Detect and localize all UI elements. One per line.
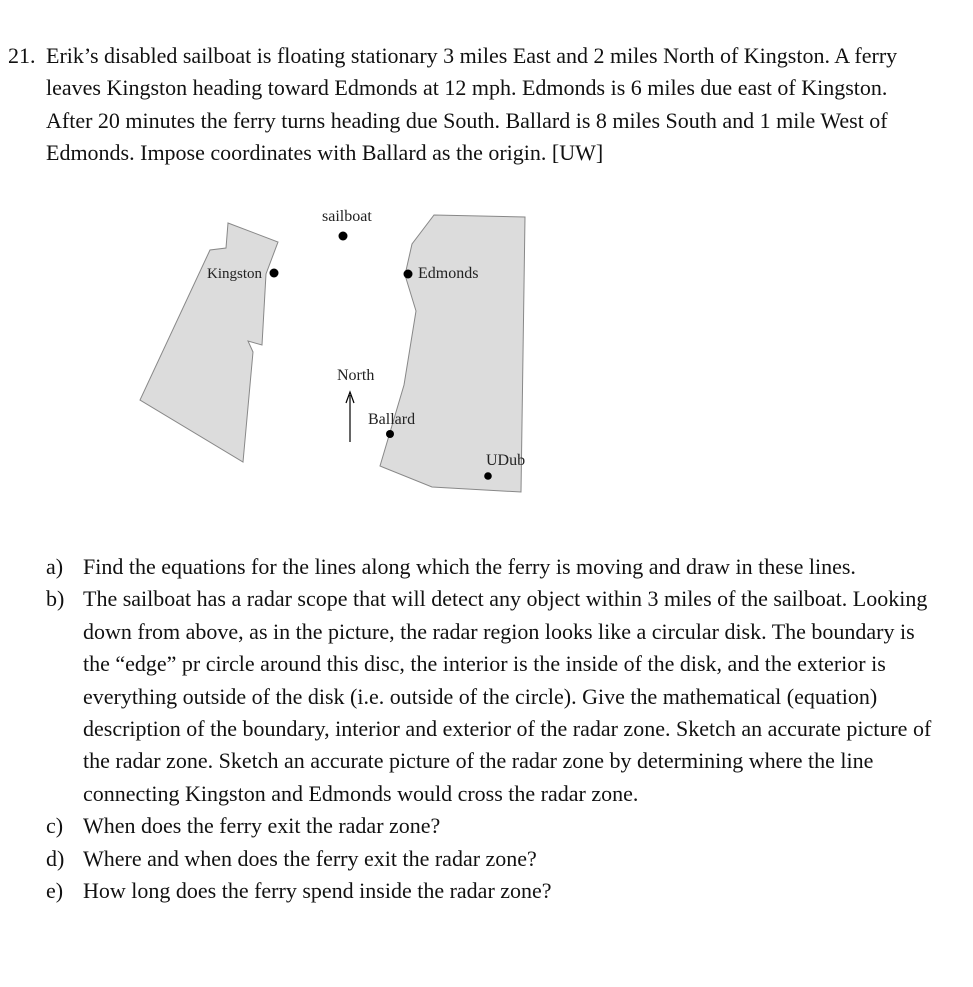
part-d bbox=[46, 843, 946, 875]
ballard-label: Ballard bbox=[368, 411, 416, 428]
part-label: e) bbox=[46, 878, 64, 904]
part-text: Find the equations for the lines along which the ferry is moving and draw in these lines. bbox=[83, 554, 856, 579]
part-c bbox=[46, 810, 946, 842]
edmonds-dot bbox=[404, 270, 413, 279]
part-e bbox=[46, 875, 946, 907]
udub-label: UDub bbox=[486, 452, 526, 469]
east-landmass bbox=[380, 215, 525, 492]
part-label: d) bbox=[46, 845, 65, 871]
udub-dot bbox=[484, 472, 492, 480]
part-b bbox=[46, 583, 946, 810]
part-label: b) bbox=[46, 586, 65, 612]
part-label: a) bbox=[46, 554, 64, 579]
question-parts bbox=[46, 551, 946, 907]
north-label: North bbox=[337, 367, 375, 384]
sailboat-dot bbox=[339, 232, 348, 241]
problem-text: Erik’s disabled sailboat is floating stationary 3 miles East and 2 miles North of Kingston. A ferry leaves Kingston heading toward Edmonds at 12 mph. Edmonds is 6 miles due east of Kingston. After 20 minutes the ferry turns heading due South. Ballard is 8 miles South and 1 mile West of Edmonds. Impose coordinates with Ballard as the origin. [UW] bbox=[46, 43, 898, 166]
west-landmass bbox=[140, 223, 278, 462]
part-label: c) bbox=[46, 813, 64, 839]
kingston-dot bbox=[270, 269, 279, 278]
part-text: The sailboat has a radar scope that will detect any object within 3 miles of the sailboat. Looking down from above, as in the picture, the radar region looks like a circular disk. The boundary is the “edge” pr circle around this disc, the interior is the inside of the disk, and the exterior is everything outside of the disk (i.e. outside of the circle). Give the mathematical (equation) description of the boundary, interior and exterior of the radar zone. Sketch an accurate picture of the radar zone. Sketch an accurate picture of the radar zone by determining where the line connecting Kingston and Edmonds would cross the radar zone. bbox=[83, 586, 932, 806]
sailboat-label: sailboat bbox=[322, 208, 372, 225]
problem-21 bbox=[8, 40, 908, 170]
part-text: When does the ferry exit the radar zone? bbox=[83, 813, 441, 839]
problem-number: 21. bbox=[8, 43, 36, 68]
part-text: How long does the ferry spend inside the radar zone? bbox=[83, 878, 552, 904]
ballard-dot bbox=[386, 430, 394, 438]
kingston-label: Kingston bbox=[207, 266, 263, 282]
part-text: Where and when does the ferry exit the radar zone? bbox=[83, 845, 537, 871]
edmonds-label: Edmonds bbox=[418, 265, 479, 282]
part-a bbox=[46, 551, 946, 583]
map-figure bbox=[0, 200, 973, 500]
